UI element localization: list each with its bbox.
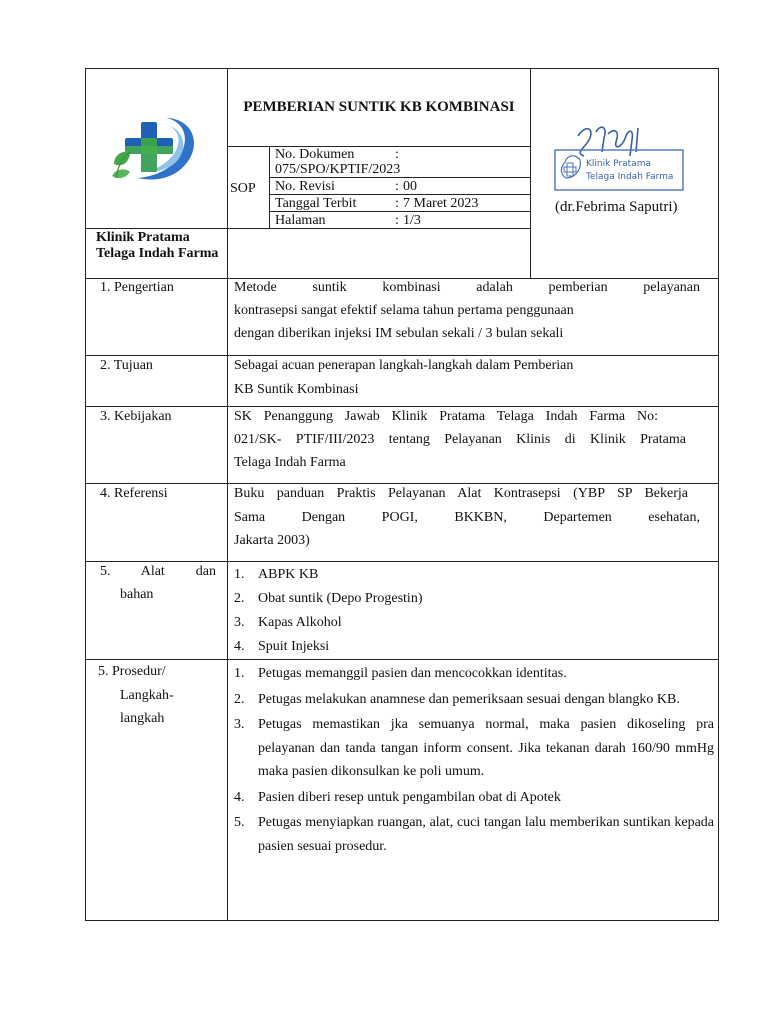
meta-doc-number-sep: :: [395, 147, 399, 162]
kebijakan-line1: SK Penanggung Jawab Klinik Pratama Telaga Indah Farma No:: [234, 409, 658, 424]
border-right: [718, 68, 719, 921]
border-top: [85, 68, 719, 69]
row-label-langkah: Langkah-: [120, 688, 174, 703]
referensi-line2: Sama Dengan POGI, BKKBN, Departemen esehatan,: [234, 510, 700, 525]
list-item: 3. Kapas Alkohol: [234, 615, 342, 630]
clinic-stamp-signature: [550, 122, 700, 194]
row-label-prosedur: 5. Prosedur/: [98, 664, 166, 679]
pengertian-line2: kontrasepsi sangat efektif selama tahun pertama penggunaan: [234, 303, 574, 318]
list-item: 4. Pasien diberi resep untuk pengambilan obat di Apotek: [234, 789, 561, 805]
column-divider: [227, 68, 228, 921]
row-label-kebijakan: 3. Kebijakan: [100, 409, 172, 424]
meta-issue-date-label: Tanggal Terbit: [275, 196, 357, 211]
row-label-langkah2: langkah: [120, 711, 165, 726]
meta-doc-number-label: No. Dokumen: [275, 147, 355, 162]
pengertian-line1: Metode suntik kombinasi adalah pemberian pelayanan: [234, 280, 700, 295]
title-rule: [228, 146, 531, 147]
list-item: 1. ABPK KB: [234, 567, 319, 582]
list-item: 4. Spuit Injeksi: [234, 639, 330, 654]
list-item: 5. Petugas menyiapkan ruangan, alat, cuci tangan lalu memberikan suntikan kepada pasien sesuai prosedur.: [234, 815, 714, 854]
stamp-text-line1: Klinik Pratama: [586, 159, 651, 169]
border-bottom: [85, 920, 719, 921]
sop-divider: [269, 146, 270, 229]
referensi-line1: Buku panduan Praktis Pelayanan Alat Kontrasepsi (YBP SP Bekerja: [234, 486, 688, 501]
meta-revision-value: 00: [403, 179, 417, 194]
list-item: 2. Petugas melakukan anamnese dan pemeriksaan sesuai dengan blangko KB.: [234, 691, 680, 707]
meta-revision-label: No. Revisi: [275, 179, 335, 194]
kebijakan-line3: Telaga Indah Farma: [234, 455, 346, 470]
signatory-name: (dr.Febrima Saputri): [555, 199, 678, 215]
meta-issue-date-sep: :: [395, 196, 399, 211]
sop-label: SOP: [230, 181, 256, 196]
signature-divider: [530, 68, 531, 279]
border-left: [85, 68, 86, 921]
tujuan-line2: KB Suntik Kombinasi: [234, 382, 359, 397]
meta-page-label: Halaman: [275, 213, 326, 228]
clinic-name: Klinik Pratama Telaga Indah Farma: [96, 230, 219, 261]
stamp-text-line2: Telaga Indah Farma: [586, 172, 674, 182]
alat-list: [234, 563, 714, 659]
document-title: PEMBERIAN SUNTIK KB KOMBINASI: [243, 99, 515, 115]
clinic-logo-icon: [108, 112, 200, 188]
list-item: 1. Petugas memanggil pasien dan mencocokkan identitas.: [234, 666, 567, 681]
referensi-line3: Jakarta 2003): [234, 533, 310, 548]
row-label-pengertian: 1. Pengertian: [100, 280, 174, 295]
pengertian-line3: dengan diberikan injeksi IM sebulan sekali / 3 bulan sekali: [234, 326, 564, 341]
prosedur-list: [234, 662, 714, 858]
meta-page-value: 1/3: [403, 213, 421, 228]
row-label-alat: 5. Alat dan: [100, 564, 216, 579]
row-rule: [86, 659, 719, 660]
meta-doc-number-value: 075/SPO/KPTIF/2023: [275, 162, 401, 177]
list-item: 2. Obat suntik (Depo Progestin): [234, 591, 423, 606]
list-item: 3. Petugas memastikan jka semuanya normal, maka pasien dikoseling pra pelayanan dan tanda tangan inform consent. Jika tekanan darah 160/90 mmHg maka pasien dikonsulkan ke poli umum.: [234, 717, 714, 779]
kebijakan-line2: 021/SK- PTIF/III/2023 tentang Pelayanan Klinis di Klinik Pratama: [234, 432, 686, 447]
meta-page-sep: :: [395, 213, 399, 228]
meta-issue-date-value: 7 Maret 2023: [403, 196, 479, 211]
meta-revision-sep: :: [395, 179, 399, 194]
tujuan-line1: Sebagai acuan penerapan langkah-langkah dalam Pemberian: [234, 358, 574, 373]
row-label-referensi: 4. Referensi: [100, 486, 168, 501]
row-label-bahan: bahan: [120, 587, 154, 602]
row-label-tujuan: 2. Tujuan: [100, 358, 153, 373]
